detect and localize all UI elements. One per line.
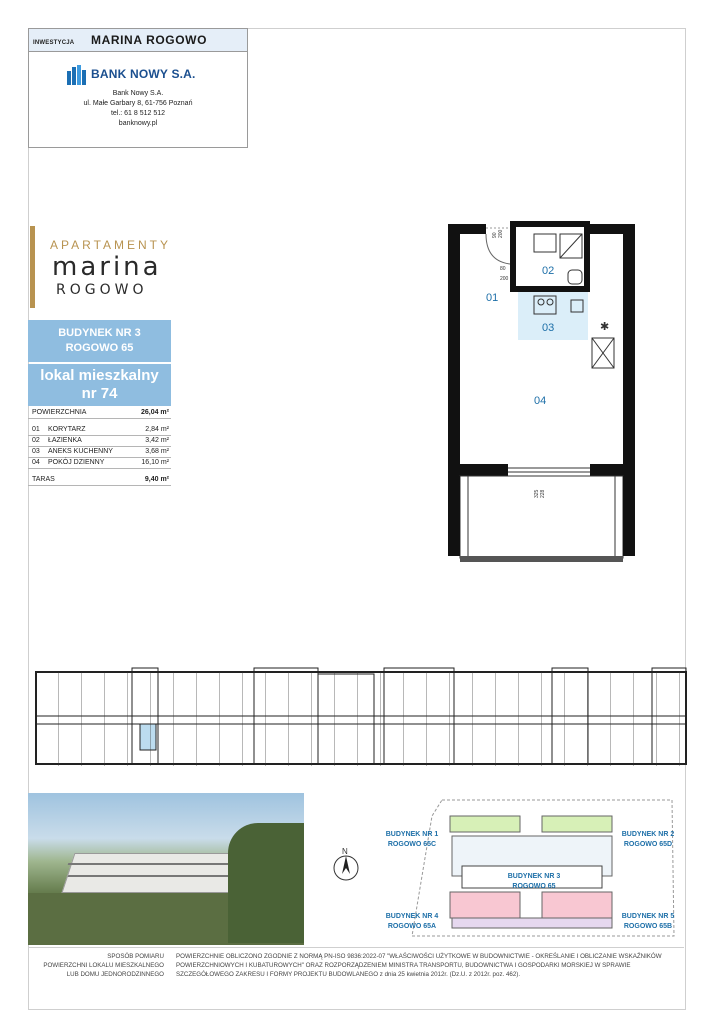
site-label-b5 bbox=[610, 912, 686, 932]
bank-line: banknowy.pl bbox=[118, 120, 158, 127]
building-name: BUDYNEK NR 3 bbox=[58, 327, 141, 339]
room-name: KORYTARZ bbox=[48, 426, 86, 433]
dim-label: 325 bbox=[534, 489, 540, 498]
building-address: ROGOWO 65 bbox=[512, 883, 556, 890]
note-line: SPOSÓB POMIARU bbox=[107, 953, 164, 960]
site-label-b2 bbox=[610, 830, 686, 850]
dim-label: 228 bbox=[540, 489, 546, 498]
bank-line: Bank Nowy S.A. bbox=[112, 90, 164, 97]
building-address: ROGOWO 65B bbox=[623, 923, 673, 930]
table-row-terrace bbox=[28, 475, 171, 486]
room-area: 3,68 m² bbox=[145, 448, 169, 455]
room-no: 02 bbox=[32, 437, 40, 444]
total-label: POWIERZCHNIA bbox=[32, 409, 87, 416]
measurement-standard-note: POWIERZCHNIE OBLICZONO ZGODNIE Z NORMĄ PN-ISO 9836:2022-07 "WŁAŚCIWOŚCI UŻYTKOWE W BUDOWNICTWIE - OKREŚLANIE I OBLICZANIE WSKAŹNIKÓW POWIERZCHNIOWYCH I KUBATUROWYCH" ORAZ ROZPORZĄDZENIEM MINISTRA TRANSPORTU, BUDOWNICTWA I GOSPODARKI MORSKIEJ W SPRAWIE SZCZEGÓŁOWEGO ZAKRESU I FORMY PROJEKTU BUDOWLANEGO z dnia 25 kwietnia 2012r. (Dz.U. z 2012r. poz. 462). bbox=[176, 953, 662, 978]
room-area: 3,42 m² bbox=[145, 437, 169, 444]
room-label-02: 02 bbox=[542, 265, 555, 277]
unit-floor-plan bbox=[440, 216, 640, 574]
building-name: BUDYNEK NR 2 bbox=[621, 831, 675, 838]
building-name: BUDYNEK NR 1 bbox=[385, 831, 439, 838]
brand-line-1: APARTAMENTY bbox=[50, 238, 172, 252]
fan-icon: ✱ bbox=[600, 321, 610, 333]
north-label: N bbox=[342, 847, 348, 856]
north-arrow-icon bbox=[342, 856, 350, 874]
room-area: 2,84 m² bbox=[145, 426, 169, 433]
room-no: 03 bbox=[32, 448, 40, 455]
unit-number: nr 74 bbox=[81, 385, 118, 402]
room-no: 04 bbox=[32, 459, 40, 466]
room-label-01: 01 bbox=[486, 292, 499, 304]
bank-line: tel.: 61 8 512 512 bbox=[110, 110, 166, 117]
site-label-b4 bbox=[374, 912, 450, 932]
building-address: ROGOWO 65D bbox=[623, 841, 673, 848]
building-name: BUDYNEK NR 4 bbox=[385, 913, 439, 920]
site-label-b3 bbox=[494, 872, 574, 892]
building-name: BUDYNEK NR 5 bbox=[621, 913, 675, 920]
note-line: LUB DOMU JEDNORODZINNEGO bbox=[66, 971, 164, 978]
table-row bbox=[28, 436, 171, 447]
dim-label: 90 bbox=[492, 232, 498, 238]
building-name: BUDYNEK NR 3 bbox=[507, 873, 561, 880]
dim-label: 200 bbox=[498, 229, 504, 238]
area-table bbox=[28, 408, 171, 486]
building-rendering-photo bbox=[28, 793, 304, 945]
room-name: ŁAZIENKA bbox=[48, 437, 82, 444]
investment-name: MARINA ROGOWO bbox=[91, 33, 208, 47]
bank-address bbox=[29, 89, 247, 129]
table-row bbox=[28, 425, 171, 436]
building-box bbox=[28, 320, 171, 362]
brand-line-2: marina bbox=[52, 252, 162, 282]
table-row-total bbox=[28, 408, 171, 419]
building-address: ROGOWO 65 bbox=[65, 342, 134, 354]
table-row bbox=[28, 458, 171, 469]
note-line: POWIERZCHNI LOKALU MIESZKALNEGO bbox=[43, 962, 164, 969]
dim-label: 80 bbox=[500, 266, 506, 272]
site-label-b1 bbox=[374, 830, 450, 850]
investment-header-bar bbox=[29, 29, 247, 52]
room-name: POKÓJ DZIENNY bbox=[48, 459, 105, 466]
room-label-04: 04 bbox=[534, 395, 547, 407]
terrace-label: TARAS bbox=[32, 476, 55, 483]
bank-logo-icon bbox=[67, 65, 87, 85]
terrace-value: 9,40 m² bbox=[144, 476, 169, 483]
unit-box bbox=[28, 364, 171, 406]
building-address: ROGOWO 65C bbox=[387, 841, 437, 848]
room-area: 16,10 m² bbox=[141, 459, 169, 466]
room-label-03: 03 bbox=[542, 322, 555, 334]
building-plan-hatching bbox=[36, 672, 684, 766]
room-name: ANEKS KUCHENNY bbox=[48, 448, 113, 455]
unit-type: lokal mieszkalny bbox=[40, 367, 159, 384]
bank-line: ul. Małe Garbary 8, 61-756 Poznań bbox=[83, 100, 193, 107]
brand-accent-bar bbox=[30, 226, 35, 308]
bank-name: BANK NOWY S.A. bbox=[91, 67, 196, 81]
table-row bbox=[28, 447, 171, 458]
investment-header-box bbox=[28, 28, 248, 148]
total-value: 26,04 m² bbox=[140, 409, 169, 416]
investment-label: INWESTYCJA bbox=[33, 40, 75, 46]
room-no: 01 bbox=[32, 426, 40, 433]
building-address: ROGOWO 65A bbox=[387, 923, 437, 930]
measurement-method-label bbox=[28, 952, 164, 979]
notes-divider bbox=[28, 947, 684, 948]
brand-line-3: ROGOWO bbox=[56, 282, 148, 298]
dim-label: 200 bbox=[500, 276, 509, 282]
